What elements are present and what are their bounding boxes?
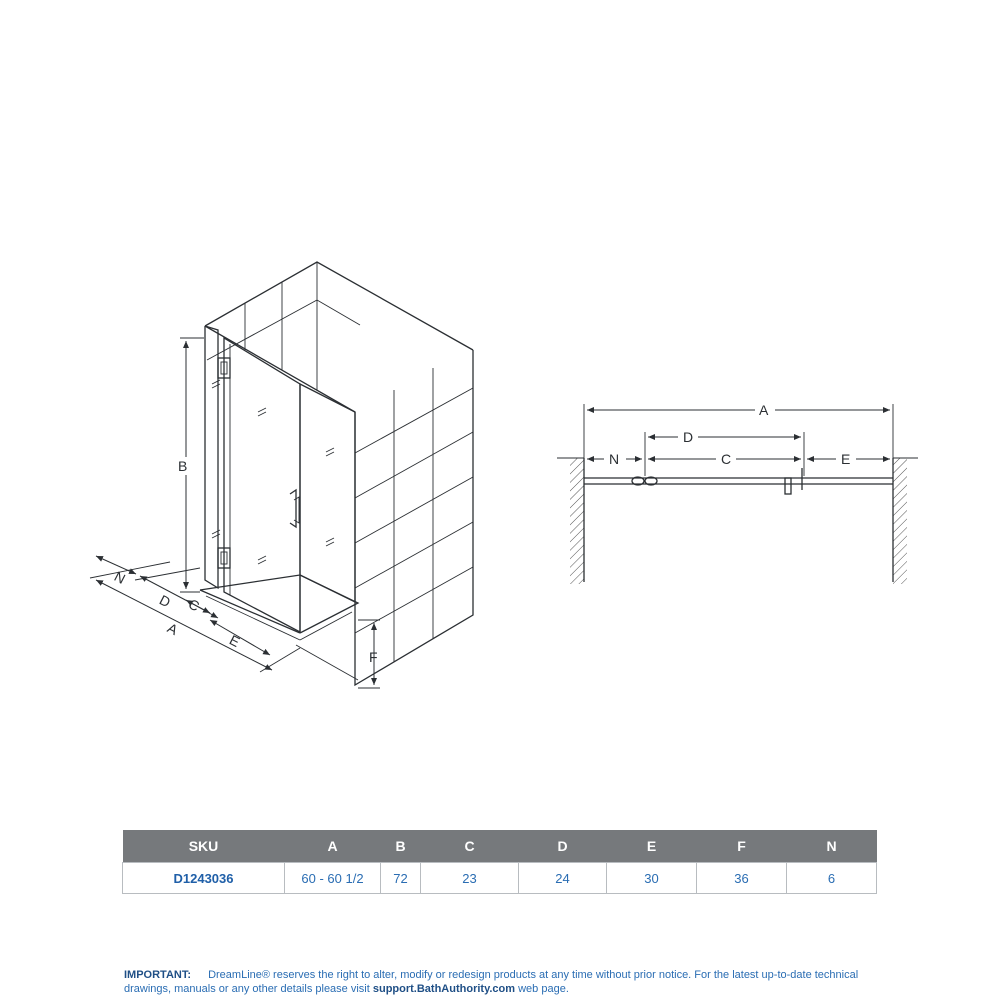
plan-label-e: E bbox=[841, 451, 851, 467]
table-row bbox=[123, 863, 877, 894]
left-wall-hatch bbox=[570, 458, 584, 584]
important-note bbox=[124, 968, 864, 996]
plan-label-a: A bbox=[759, 402, 769, 418]
note-label: IMPORTANT: bbox=[124, 969, 192, 981]
header-b: B bbox=[381, 830, 421, 863]
plan-glass bbox=[584, 468, 893, 494]
header-n: N bbox=[787, 830, 877, 863]
plan-label-n: N bbox=[609, 451, 620, 467]
header-e: E bbox=[607, 830, 697, 863]
right-wall-hatch bbox=[893, 458, 907, 584]
table-header-row bbox=[123, 830, 877, 863]
header-d: D bbox=[519, 830, 607, 863]
iso-label-a: A bbox=[164, 619, 181, 639]
cell-f: 36 bbox=[697, 863, 787, 894]
iso-label-n: N bbox=[111, 568, 129, 587]
right-wall bbox=[355, 350, 473, 685]
header-f: F bbox=[697, 830, 787, 863]
header-a: A bbox=[285, 830, 381, 863]
note-text-end: web page. bbox=[518, 983, 569, 995]
cell-e: 30 bbox=[607, 863, 697, 894]
dimension-table bbox=[122, 830, 877, 894]
plan-label-d: D bbox=[683, 429, 694, 445]
iso-label-d: D bbox=[156, 591, 174, 611]
plan-view bbox=[557, 402, 918, 584]
fixed-glass-panel bbox=[300, 384, 355, 602]
cell-d: 24 bbox=[519, 863, 607, 894]
cell-n: 6 bbox=[787, 863, 877, 894]
cell-a: 60 - 60 1/2 bbox=[285, 863, 381, 894]
iso-label-f: F bbox=[369, 649, 378, 665]
cell-sku: D1243036 bbox=[123, 863, 285, 894]
header-c: C bbox=[421, 830, 519, 863]
header-sku: SKU bbox=[123, 830, 285, 863]
iso-label-e: E bbox=[226, 631, 243, 651]
support-link[interactable]: support.BathAuthority.com bbox=[372, 983, 516, 995]
cell-b: 72 bbox=[381, 863, 421, 894]
isometric-view bbox=[90, 262, 473, 688]
iso-label-b: B bbox=[178, 458, 188, 474]
note-text: DreamLine® reserves the right to alter, modify or redesign products at any time without prior notice. For the latest up-to-date technical drawings, manuals or any other details please visit bbox=[124, 969, 859, 995]
cell-c: 23 bbox=[421, 863, 519, 894]
iso-label-c: C bbox=[185, 595, 203, 615]
plan-label-c: C bbox=[721, 451, 732, 467]
